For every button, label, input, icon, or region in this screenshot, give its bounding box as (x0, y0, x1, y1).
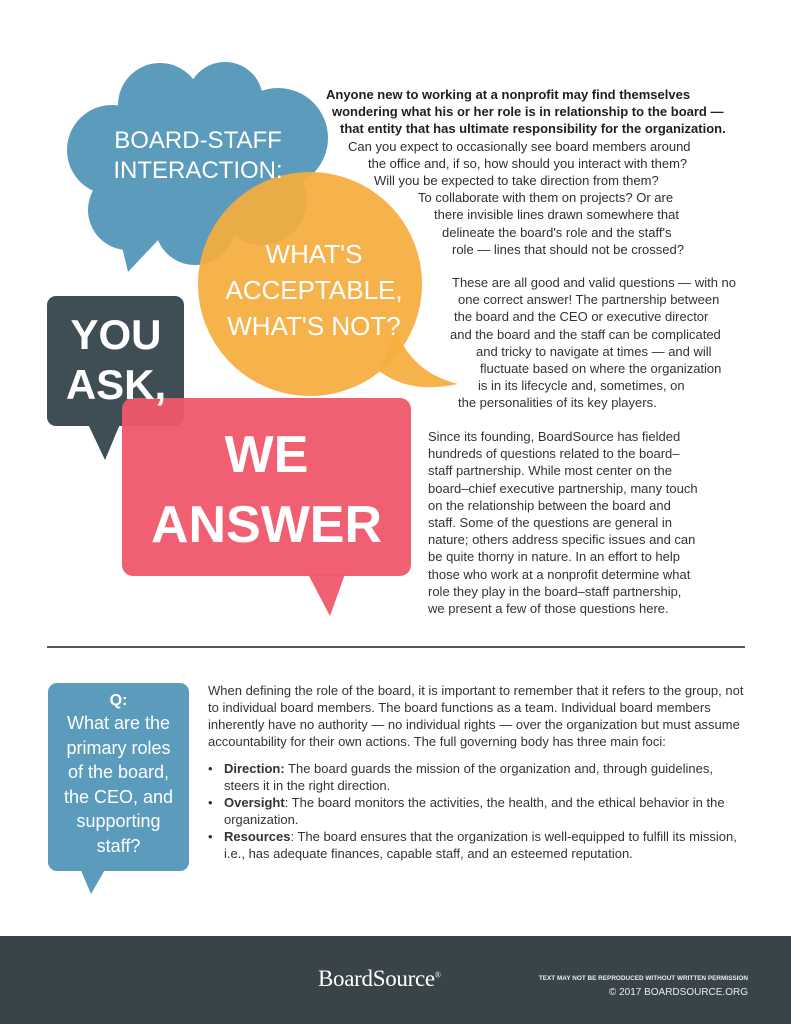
foci-term: Resources (224, 829, 291, 844)
intro-paragraph (326, 86, 746, 258)
foci-item-resources (208, 828, 748, 862)
para3-line: hundreds of questions related to the board– (428, 446, 680, 462)
para2-line: one correct answer! The partnership between (458, 292, 720, 308)
bubble-orange-line1: WHAT'S (265, 239, 363, 269)
partnership-paragraph (452, 274, 752, 412)
foci-item-direction (208, 760, 748, 794)
bubble-dark-text (50, 310, 182, 410)
bubble-orange-line3: WHAT'S NOT? (227, 311, 401, 341)
foci-text: : The board ensures that the organization is well-equipped to fulfill its mission, i.e., has adequate finances, capable staff, and an esteemed reputation. (224, 829, 737, 861)
answer-intro: When defining the role of the board, it is important to remember that it refers to the group, not to individual board members. The board functions as a team. Individual board members inherently have no authority — no individual rights — over the organization but must assume accountability for their own actions. The full governing body has three main foci: (208, 683, 744, 749)
intro-line: To collaborate with them on projects? Or are (418, 190, 674, 206)
para2-line: the board and the CEO or executive director (454, 309, 709, 325)
foci-text: The board guards the mission of the organization and, through guidelines, steers it in the right direction. (224, 761, 713, 793)
question-line: What are the (66, 713, 171, 733)
para2-line: fluctuate based on where the organization (480, 361, 722, 377)
para3-line: on the relationship between the board and (428, 497, 671, 513)
intro-line: delineate the board's role and the staff's (442, 224, 672, 240)
question-line: staff? (96, 835, 141, 856)
intro-bold-line: that entity that has ultimate responsibility for the organization. (340, 121, 726, 137)
para2-line: is in its lifecycle and, sometimes, on (478, 378, 685, 394)
para2-line: and tricky to navigate at times — and will (476, 343, 712, 359)
answer-section (208, 682, 748, 862)
intro-line: role — lines that should not be crossed? (452, 241, 684, 257)
intro-bold-line: Anyone new to working at a nonprofit may find themselves (326, 87, 691, 102)
question-line: primary roles (66, 737, 171, 758)
footer-copyright: © 2017 BOARDSOURCE.ORG (608, 987, 748, 998)
intro-line: the office and, if so, how should you interact with them? (368, 155, 688, 171)
para3-line: Since its founding, BoardSource has fielded (428, 429, 681, 444)
bubble-blue-line1: BOARD-STAFF (114, 127, 282, 154)
para2-line: and the board and the staff can be complicated (450, 326, 721, 342)
bubble-dark-line2: ASK, (65, 361, 167, 408)
bubble-orange-line2: ACCEPTABLE, (225, 275, 403, 305)
footer-notice: TEXT MAY NOT BE REPRODUCED WITHOUT WRITTEN PERMISSION (538, 975, 748, 982)
question-line: supporting (76, 811, 161, 831)
intro-bold-line: wondering what his or her role is in relationship to the board — (332, 104, 724, 120)
bubble-red-line1: WE (224, 426, 309, 484)
bubble-red-text (122, 420, 411, 560)
question-label: Q: (109, 692, 128, 709)
foci-term: Direction: (224, 761, 285, 776)
bubble-blue-line2: INTERACTION: (113, 157, 283, 184)
section-divider (47, 646, 745, 648)
para2-line: These are all good and valid questions — with no (452, 275, 737, 290)
para3-line: be quite thorny in nature. In an effort to help (428, 549, 680, 565)
intro-line: Will you be expected to take direction from them? (374, 173, 659, 189)
intro-line: Can you expect to occasionally see board members around (348, 138, 691, 154)
footer-bar (0, 936, 791, 1024)
para3-line: nature; others address specific issues and can (428, 532, 696, 548)
foci-term: Oversight (224, 795, 285, 810)
question-text (48, 711, 189, 858)
logo-trademark: ® (434, 970, 441, 980)
para3-line: staff partnership. While most center on the (428, 463, 672, 479)
question-line: of the board, (67, 762, 170, 782)
para3-line: we present a few of those questions here. (428, 601, 669, 617)
question-bubble-tail (80, 868, 110, 896)
intro-line: there invisible lines drawn somewhere that (434, 207, 679, 223)
foci-text: : The board monitors the activities, the health, and the ethical behavior in the organization. (224, 795, 725, 827)
boardsource-paragraph (428, 428, 728, 617)
boardsource-logo (318, 966, 441, 992)
para3-line: those who work at a nonprofit determine what (428, 566, 691, 582)
bubble-dark-line1: YOU (70, 311, 162, 358)
bubble-blue-text (98, 126, 298, 186)
logo-text: BoardSource (318, 966, 435, 991)
para3-line: role they play in the board–staff partnership, (428, 583, 682, 599)
para2-line: the personalities of its key players. (458, 395, 657, 411)
para3-line: board–chief executive partnership, many touch (428, 480, 698, 496)
question-line: the CEO, and (63, 786, 174, 807)
foci-list (208, 760, 748, 862)
para3-line: staff. Some of the questions are general in (428, 515, 673, 531)
foci-item-oversight (208, 794, 748, 828)
bubble-red-line2: ANSWER (150, 496, 383, 554)
question-bubble (48, 683, 189, 871)
